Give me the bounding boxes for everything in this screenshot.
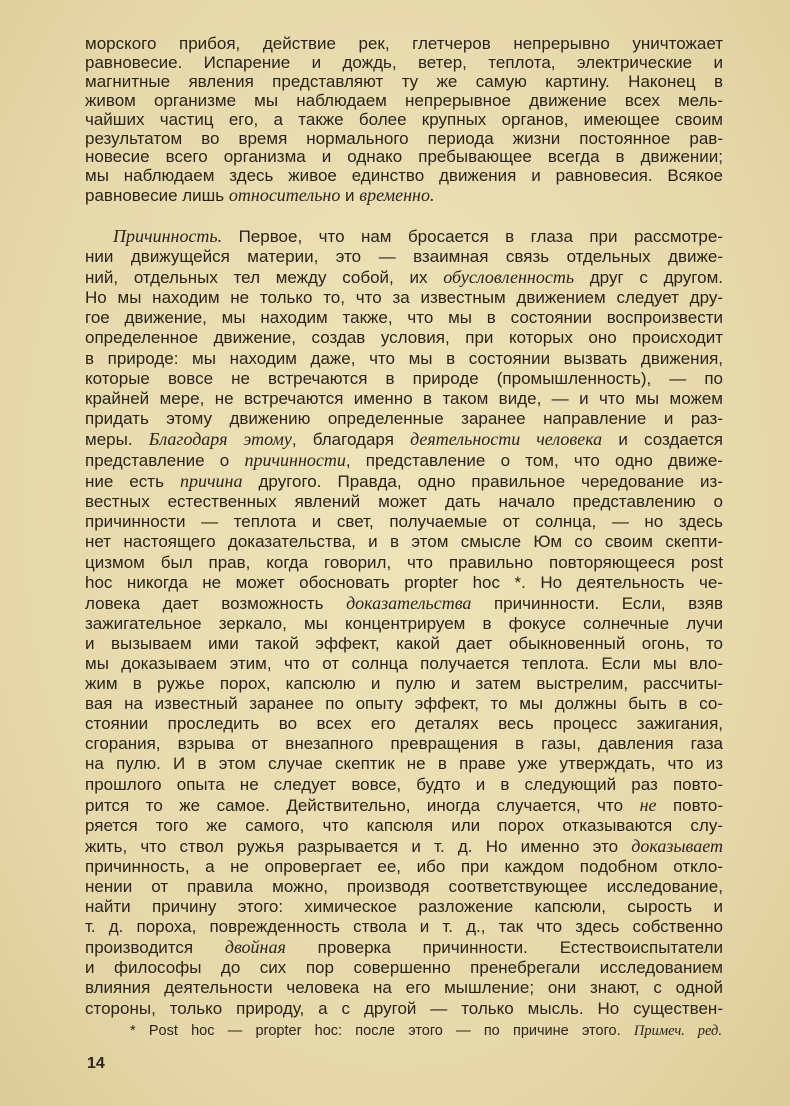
text-segment: в природе: мы находим даже, что мы в состоянии вызвать движения, (85, 348, 723, 368)
text-line (85, 349, 723, 369)
text-line (85, 409, 723, 429)
text-segment: вестных естественных явлений может дать начало представлению о (85, 492, 723, 512)
text-segment: прошлого опыта не следует вовсе, будто и в следующий раз повто- (85, 774, 723, 794)
text-segment: рится то же самое. Действительно, иногда случается, что (85, 795, 640, 815)
text-segment: зажигательное зеркало, мы концентрируем в фокусе солнечные лучи (85, 613, 723, 633)
text-segment: , благодаря (291, 429, 411, 449)
text-line (85, 754, 723, 774)
text-line (85, 734, 723, 754)
text-segment: повто- (656, 795, 723, 815)
text-line (85, 937, 723, 958)
text-line (85, 978, 723, 998)
text-segment: другого. Правда, одно правильное чередование из- (242, 472, 723, 492)
page-number: 14 (87, 1055, 105, 1072)
text-line (85, 958, 723, 978)
text-segment: Первое, что нам бросается в глаза при рассмотре- (222, 227, 723, 246)
paragraph-2-causality (85, 226, 723, 1019)
text-segment: производится (85, 938, 225, 958)
text-line (85, 226, 723, 247)
text-line (85, 186, 723, 206)
text-line (85, 999, 723, 1019)
text-segment: новесие всего организма и однако пребывающее всегда в движении; (85, 147, 723, 167)
text-line (85, 369, 723, 389)
text-segment: цизмом был прав, когда говорил, что правильно повторяющееся post (85, 552, 723, 572)
text-line (85, 795, 723, 816)
text-segment: меры. (85, 429, 149, 449)
text-line (85, 775, 723, 795)
text-segment: стоянии проследить во всех его деталях весь процесс зажигания, (85, 714, 723, 734)
text-segment: мы доказываем этим, что от солнца получается теплота. Если мы вло- (85, 653, 723, 673)
text-segment: т. д. пороха, поврежденность ствола и т. д., так что здесь собственно (85, 917, 723, 937)
text-line (85, 694, 723, 714)
text-segment: живом организме мы наблюдаем непрерывное движение всех мель- (85, 90, 723, 110)
text-segment: ний, отдельных тел между собой, их (85, 268, 444, 288)
emphasized-text: Благодаря этому (148, 428, 292, 449)
text-line (85, 634, 723, 654)
text-line (85, 614, 723, 634)
emphasized-text: причина (179, 471, 243, 492)
text-segment: мы наблюдаем здесь живое единство движения и равновесия. Всякое (85, 166, 723, 186)
footnote-text: * Post hoc — propter hoc: после этого — по причине этого. (130, 1023, 634, 1039)
text-segment: ряется того же самого, что капсюля или порох отказываются слу- (85, 815, 723, 835)
text-segment: найти причину этого: химическое разложение капсюли, сырость и (85, 897, 723, 917)
emphasized-text: двойная (224, 937, 286, 958)
text-segment: стороны, только природу, а с другой — только мысль. Но существен- (85, 998, 723, 1018)
text-line (85, 450, 723, 471)
text-segment: которые вовсе не встречаются в природе (промышленность), — по (85, 368, 723, 388)
text-segment: равновесие лишь (85, 186, 229, 206)
text-segment: морского прибоя, действие рек, глетчеров непрерывно уничтожает (85, 34, 723, 53)
text-line (85, 389, 723, 409)
text-segment: Но мы находим не только то, что за известным движением следует дру- (85, 288, 723, 308)
text-line (85, 471, 723, 492)
text-line (85, 917, 723, 937)
text-segment: нении от правила можно, производя соответствующее исследование, (85, 877, 723, 896)
text-line (85, 836, 723, 857)
text-line (85, 247, 723, 267)
text-line (85, 288, 723, 308)
emphasized-text: причинности (244, 450, 346, 471)
text-segment: крайней мере, не встречаются именно в таком виде, — и что мы можем (85, 388, 723, 408)
text-segment: и вызываем ими такой эффект, какой дает обыкновенный огонь, то (85, 633, 723, 653)
text-line (85, 492, 723, 512)
text-segment: , представление о том, что одно движе- (345, 451, 723, 471)
text-line (85, 429, 723, 450)
text-line (85, 111, 723, 130)
text-line (85, 553, 723, 573)
text-segment: причинности. Если, взяв (471, 593, 723, 613)
emphasized-text: не (639, 794, 657, 815)
text-line (85, 267, 723, 288)
text-segment: чайших частиц его, а также более крупных органов, имеющее своим (85, 109, 723, 129)
text-segment: ние есть (85, 472, 180, 492)
text-segment: и (340, 186, 360, 206)
text-segment: нет настоящего доказательства, и в этом смысле Юм со своим скепти- (85, 532, 723, 552)
text-segment: сгорания, взрыва от внезапного превращения в газы, давления газа (85, 734, 723, 754)
text-segment: на пулю. И в этом случае скептик не в праве уже утверждать, что из (85, 754, 723, 774)
text-line (85, 674, 723, 694)
text-line (85, 92, 723, 111)
text-segment: проверка причинности. Естествоиспытатели (285, 938, 723, 958)
text-line (85, 35, 723, 54)
text-line (85, 130, 723, 149)
emphasized-text: Причинность. (113, 226, 223, 246)
emphasized-text: обусловленность (443, 267, 575, 288)
text-line (85, 148, 723, 167)
text-segment: гое движение, мы находим также, что мы в состоянии воспроизвести (85, 308, 723, 328)
text-line (85, 816, 723, 836)
text-line (85, 857, 723, 877)
text-line (85, 328, 723, 348)
text-segment: причинности — теплота и свет, получаемые от солнца, — но здесь (85, 512, 723, 532)
text-segment: жим в ружье порох, капсюлю и пулю и затем выстрелим, рассчиты- (85, 674, 723, 694)
text-segment: ловека дает возможность (85, 593, 347, 613)
emphasized-text: доказательства (346, 592, 472, 613)
emphasized-text: доказывает (631, 835, 723, 856)
text-segment: и философы до сих пор совершенно пренебрегали исследованием (85, 958, 723, 978)
text-segment: определенное движение, создав условия, при которых оно происходит (85, 328, 723, 348)
text-segment: друг с другом. (574, 268, 723, 288)
text-segment: hoc никогда не может обосновать propter hoc *. Но деятельность че- (85, 572, 723, 592)
text-line (85, 512, 723, 532)
text-segment: результатом во время нормального периода жизни постоянное рав- (85, 128, 723, 148)
text-segment: причинность, а не опровергает ее, ибо при каждом подобном откло- (85, 856, 723, 876)
emphasized-text: временно. (359, 185, 435, 206)
footnote (130, 1023, 722, 1040)
text-line (85, 714, 723, 734)
text-segment: влияния деятельности человека на его мышление; они знают, с одной (85, 978, 723, 998)
text-line (85, 54, 723, 73)
text-segment: и создается (602, 429, 723, 449)
text-segment: нии движущейся материи, это — взаимная связь отдельных движе- (85, 247, 723, 267)
emphasized-text: деятельности человека (410, 428, 603, 449)
text-line (85, 573, 723, 593)
paragraph-1 (85, 35, 723, 206)
footnote-editor-note: Примеч. ред. (633, 1023, 723, 1039)
text-segment: придать этому движению определенные заранее направление и раз- (85, 408, 723, 428)
emphasized-text: относительно (228, 185, 341, 206)
text-segment: магнитные явления представляют ту же самую картину. Наконец в (85, 71, 723, 91)
text-line (85, 654, 723, 674)
text-segment: жить, что ствол ружья разрывается и т. д. Но именно это (85, 836, 632, 856)
text-segment: представление о (85, 451, 245, 471)
text-line (85, 532, 723, 552)
text-line (85, 897, 723, 917)
text-line (85, 308, 723, 328)
text-segment: равновесие. Испарение и дождь, ветер, теплота, электрические и (85, 52, 723, 72)
text-segment: вая на известный заранее по опыту эффект, то мы должны быть в со- (85, 694, 723, 714)
text-line (85, 167, 723, 186)
text-line (85, 593, 723, 614)
text-line (85, 73, 723, 92)
text-line (85, 877, 723, 897)
